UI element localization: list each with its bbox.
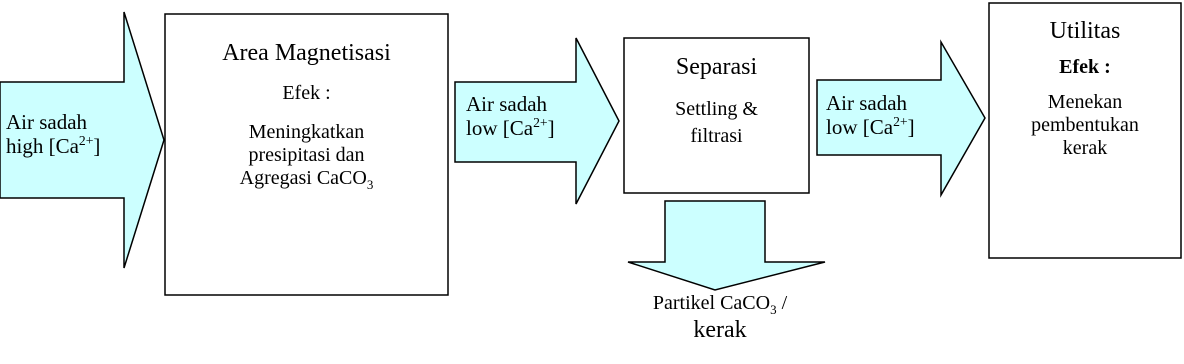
- arrow3-label: [826, 91, 915, 139]
- arrow3-line2: low $[Ca^{2+}]$: [826, 114, 915, 140]
- arrow2-label: [466, 92, 555, 140]
- arrow3-line1: Air sadah: [826, 91, 908, 115]
- arrow2-line2: low $[Ca^{2+}]$: [466, 115, 555, 141]
- utility-line1: Menekan: [1047, 90, 1123, 113]
- separation-content: [624, 54, 809, 148]
- utility-line3: kerak: [1062, 136, 1108, 159]
- magnetization-content: [165, 40, 448, 190]
- utility-title: Utilitas: [1049, 18, 1121, 44]
- separation-line1: Settling &: [675, 97, 758, 120]
- output-down-arrow: [628, 201, 825, 290]
- arrow2-line1: Air sadah: [466, 92, 548, 116]
- output-line1: Partikel CaCO$_3$ /: [652, 292, 788, 317]
- output-content: [600, 292, 840, 345]
- magnetization-effect-label: Efek :: [282, 81, 331, 104]
- magnetization-effect-line2: presipitasi dan: [248, 143, 365, 166]
- magnetization-effect-line1: Meningkatkan: [248, 120, 365, 143]
- utility-line2: pembentukan: [1031, 113, 1139, 136]
- output-line2: kerak: [693, 317, 747, 343]
- input-arrow-line1: Air sadah: [6, 110, 88, 134]
- magnetization-effect-line3: Agregasi CaCO$_3$: [239, 166, 374, 192]
- input-arrow-line2: high $[Ca^{2+}]$: [6, 133, 101, 159]
- utility-content: [989, 18, 1181, 160]
- utility-effect-label: Efek :: [1059, 55, 1111, 78]
- magnetization-title: Area Magnetisasi: [222, 40, 391, 66]
- separation-title: Separasi: [675, 54, 758, 80]
- input-arrow-label: [6, 110, 100, 158]
- separation-line2: filtrasi: [690, 124, 743, 147]
